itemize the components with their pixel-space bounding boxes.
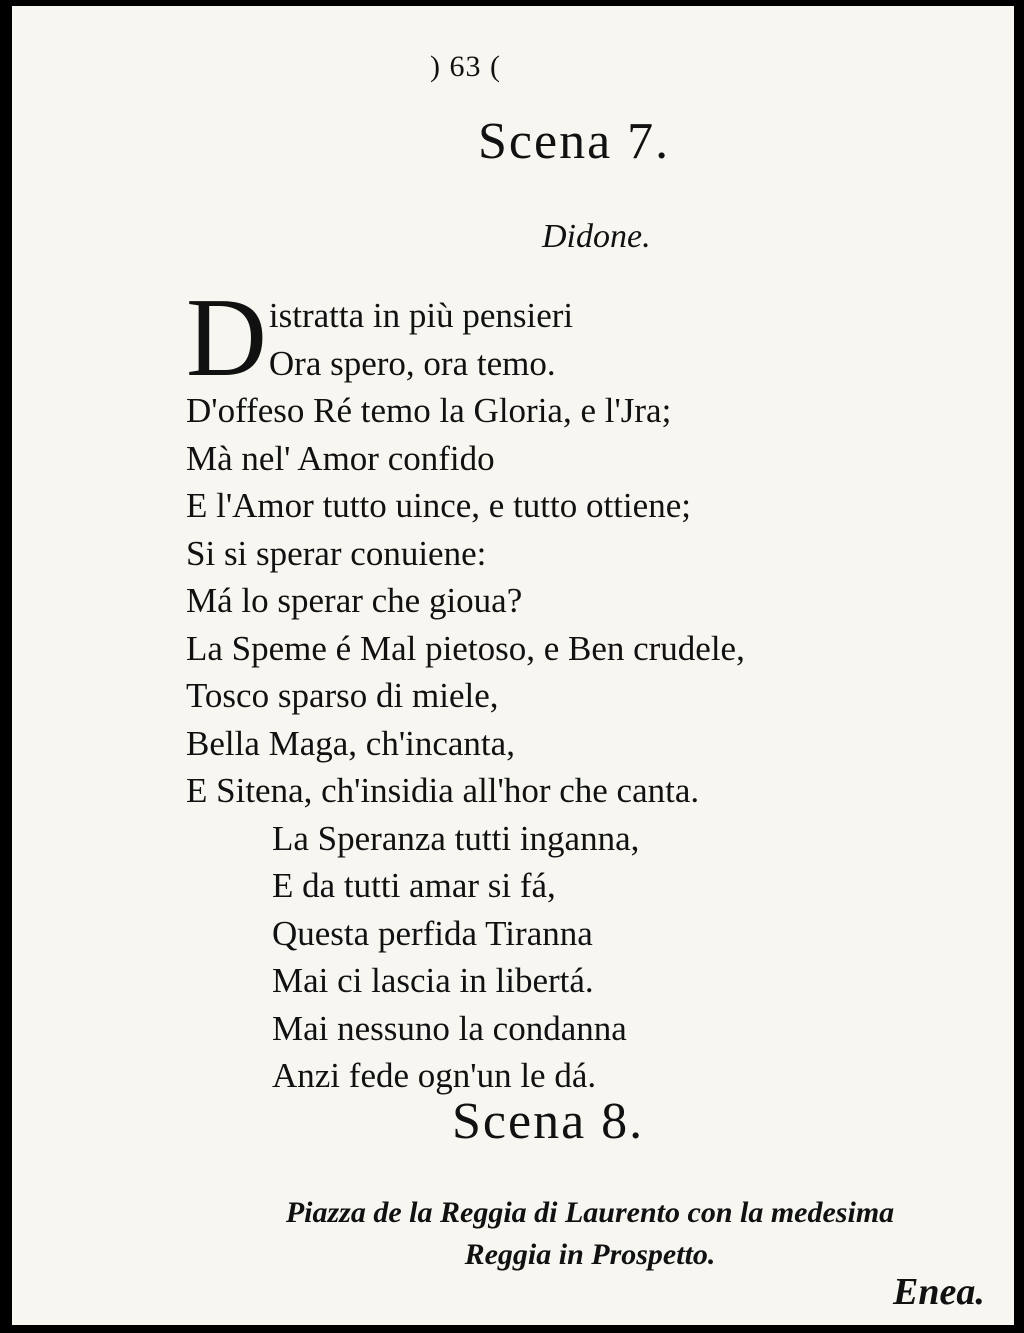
verse-line: Tosco sparso di miele, — [186, 676, 499, 715]
verse-line: E Sitena, ch'insidia all'hor che canta. — [186, 771, 700, 810]
drop-cap: D — [186, 276, 267, 400]
verse-line: Ora spero, ora temo. — [268, 343, 556, 383]
aria-line: E da tutti amar si fá, — [272, 866, 556, 905]
aria-line: Anzi fede ogn'un le dá. — [272, 1056, 597, 1095]
verse-line: Má lo sperar che gioua? — [186, 581, 523, 620]
scene-7-heading: Scena 7. — [478, 113, 671, 170]
verse-line: Bella Maga, ch'incanta, — [186, 723, 515, 763]
verse-block-didone — [186, 276, 986, 1100]
opening-lines — [186, 276, 986, 400]
stage-direction — [180, 1192, 1000, 1276]
stage-direction-line: Reggia in Prospetto. — [464, 1238, 716, 1271]
aria-line: Questa perfida Tiranna — [272, 913, 593, 953]
verse-line: La Speme é Mal pietoso, e Ben crudele, — [186, 628, 745, 668]
aria-line: La Speranza tutti inganna, — [272, 818, 640, 858]
verse-line: Mà nel' Amor confido — [186, 438, 495, 478]
verse-line: E l'Amor tutto uince, e tutto ottiene; — [186, 486, 691, 525]
aria-line: Mai ci lascia in libertá. — [272, 961, 594, 1000]
scene-8-heading: Scena 8. — [452, 1093, 645, 1150]
speaker-didone: Didone. — [542, 218, 651, 255]
verse-line: D'offeso Ré temo la Gloria, e l'Jra; — [186, 391, 672, 430]
verse-line: Si si sperar conuiene: — [186, 533, 487, 573]
speaker-enea: Enea. — [893, 1271, 985, 1313]
page-number: ) 63 ( — [430, 50, 501, 83]
aria-line: Mai nessuno la condanna — [272, 1008, 627, 1048]
verse-line: istratta in più pensieri — [268, 296, 574, 335]
stage-direction-line: Piazza de la Reggia di Laurento con la medesima — [285, 1196, 895, 1229]
